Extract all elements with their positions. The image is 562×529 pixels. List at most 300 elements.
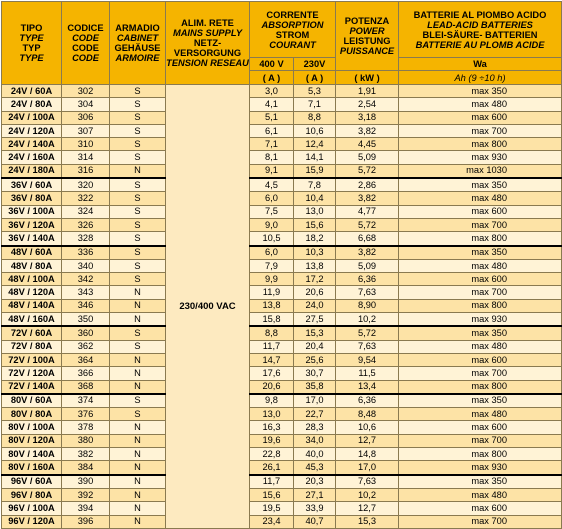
cell-current-400v: 19,6 [250,434,294,447]
cell-current-230v: 28,3 [294,421,336,434]
cell-code: 360 [62,326,110,340]
cell-current-230v: 40,7 [294,515,336,528]
header-corrente-it: CORRENTE [266,9,319,20]
cell-code: 392 [62,488,110,501]
cell-power: 12,7 [336,502,399,515]
cell-tipo: 24V / 180A [2,164,62,178]
cell-current-400v: 17,6 [250,367,294,380]
cell-current-230v: 15,9 [294,164,336,178]
cell-power: 15,3 [336,515,399,528]
cell-current-400v: 13,0 [250,408,294,421]
cell-current-230v: 20,3 [294,475,336,489]
cell-battery: max 800 [399,448,562,461]
header-alim-en: MAINS SUPPLY [172,28,243,38]
cell-battery: max 480 [399,98,562,111]
header-potenza [336,2,399,71]
cell-battery: max 700 [399,124,562,137]
cell-tipo: 96V / 120A [2,515,62,528]
cell-tipo: 96V / 60A [2,475,62,489]
cell-battery: max 350 [399,326,562,340]
cell-tipo: 72V / 140A [2,380,62,394]
cell-current-230v: 20,6 [294,286,336,299]
cell-power: 3,82 [336,246,399,260]
cell-tipo: 36V / 80A [2,192,62,205]
cell-current-400v: 7,1 [250,138,294,151]
cell-code: 390 [62,475,110,489]
table-row [2,246,562,260]
cell-power: 2,54 [336,98,399,111]
cell-cabinet: N [110,299,166,312]
header-armadio-fr: ARMOIRE [115,53,160,63]
cell-code: 342 [62,273,110,286]
cell-battery: max 600 [399,353,562,366]
table-row [2,461,562,475]
table-row [2,326,562,340]
header-corrente-en: ABSORPTION [261,19,324,30]
cell-tipo: 48V / 120A [2,286,62,299]
cell-current-230v: 15,3 [294,326,336,340]
cell-code: 362 [62,340,110,353]
cell-tipo: 80V / 160A [2,461,62,475]
cell-battery: max 480 [399,259,562,272]
cell-battery: max 600 [399,502,562,515]
cell-tipo: 96V / 80A [2,488,62,501]
cell-battery: max 700 [399,218,562,231]
cell-current-400v: 26,1 [250,461,294,475]
cell-current-400v: 8,8 [250,326,294,340]
header-codice [62,2,110,85]
cell-current-400v: 7,9 [250,259,294,272]
cell-cabinet: S [110,138,166,151]
cell-current-230v: 34,0 [294,434,336,447]
cell-current-230v: 10,3 [294,246,336,260]
cell-current-400v: 6,0 [250,192,294,205]
cell-current-230v: 8,8 [294,111,336,124]
cell-power: 5,09 [336,259,399,272]
cell-current-230v: 17,2 [294,273,336,286]
cell-power: 10,6 [336,421,399,434]
cell-cabinet: N [110,434,166,447]
header-alim-rete [166,2,250,85]
cell-current-400v: 6,1 [250,124,294,137]
table-row [2,124,562,137]
table-row [2,232,562,246]
table-row [2,286,562,299]
header-tipo [2,2,62,85]
cell-cabinet: S [110,246,166,260]
cell-cabinet: S [110,326,166,340]
header-codice-it: CODICE [67,23,104,33]
cell-battery: max 480 [399,408,562,421]
cell-current-400v: 6,0 [250,246,294,260]
cell-battery: max 930 [399,461,562,475]
cell-battery: max 930 [399,313,562,327]
cell-code: 304 [62,98,110,111]
cell-tipo: 80V / 100A [2,421,62,434]
cell-code: 396 [62,515,110,528]
cell-current-230v: 14,1 [294,151,336,164]
cell-power: 10,2 [336,488,399,501]
cell-current-400v: 22,8 [250,448,294,461]
cell-battery: max 800 [399,232,562,246]
table-row [2,367,562,380]
header-codice-de: CODE [72,43,99,53]
cell-current-230v: 17,0 [294,394,336,408]
cell-tipo: 80V / 80A [2,408,62,421]
table-row [2,515,562,528]
cell-code: 336 [62,246,110,260]
cell-battery: max 700 [399,434,562,447]
cell-current-230v: 27,5 [294,313,336,327]
cell-current-230v: 30,7 [294,367,336,380]
cell-current-400v: 11,7 [250,340,294,353]
cell-code: 364 [62,353,110,366]
cell-power: 5,09 [336,151,399,164]
cell-tipo: 24V / 160A [2,151,62,164]
cell-code: 340 [62,259,110,272]
cell-code: 382 [62,448,110,461]
unit-a-400: ( A ) [250,71,294,85]
header-armadio-de: GEHÄUSE [114,43,161,53]
cell-code: 322 [62,192,110,205]
header-batterie-de: BLEI-SÄURE- BATTERIEN [422,29,538,40]
header-wa: Wa [399,58,562,71]
cell-power: 5,72 [336,326,399,340]
cell-tipo: 36V / 120A [2,218,62,231]
header-potenza-en: POWER [349,26,385,36]
table-row [2,178,562,192]
cell-cabinet: N [110,353,166,366]
table-row [2,340,562,353]
table-row [2,85,562,98]
cell-battery: max 1030 [399,164,562,178]
table-body [2,85,562,529]
cell-current-400v: 10,5 [250,232,294,246]
cell-battery: max 600 [399,111,562,124]
cell-battery: max 350 [399,394,562,408]
cell-cabinet: N [110,313,166,327]
cell-cabinet: N [110,380,166,394]
cell-mains-supply: 230/400 VAC [166,85,250,529]
table-row [2,408,562,421]
cell-tipo: 24V / 140A [2,138,62,151]
table-row [2,448,562,461]
cell-current-230v: 18,2 [294,232,336,246]
cell-power: 13,4 [336,380,399,394]
cell-code: 346 [62,299,110,312]
header-batterie-en: LEAD-ACID BATTERIES [427,19,533,30]
cell-power: 6,68 [336,232,399,246]
cell-tipo: 80V / 140A [2,448,62,461]
header-corrente [250,2,336,58]
table-row [2,259,562,272]
table-row [2,138,562,151]
cell-power: 8,48 [336,408,399,421]
header-tipo-de: TYP [22,43,41,53]
header-400v: 400 V [250,58,294,71]
cell-current-400v: 15,8 [250,313,294,327]
cell-cabinet: S [110,178,166,192]
cell-power: 14,8 [336,448,399,461]
cell-power: 3,18 [336,111,399,124]
cell-battery: max 350 [399,178,562,192]
cell-battery: max 480 [399,488,562,501]
table-row [2,98,562,111]
cell-current-230v: 5,3 [294,85,336,98]
header-codice-fr: CODE [72,53,99,63]
cell-power: 10,2 [336,313,399,327]
cell-power: 3,82 [336,192,399,205]
cell-battery: max 800 [399,138,562,151]
cell-cabinet: N [110,286,166,299]
cell-tipo: 72V / 80A [2,340,62,353]
table-row [2,205,562,218]
unit-kw: ( kW ) [336,71,399,85]
cell-current-400v: 9,0 [250,218,294,231]
cell-code: 380 [62,434,110,447]
cell-power: 4,77 [336,205,399,218]
cell-current-400v: 16,3 [250,421,294,434]
cell-tipo: 36V / 100A [2,205,62,218]
table-row [2,299,562,312]
cell-power: 7,63 [336,286,399,299]
cell-cabinet: S [110,98,166,111]
cell-current-230v: 20,4 [294,340,336,353]
header-corrente-de: STROM [275,29,310,40]
cell-current-400v: 4,5 [250,178,294,192]
cell-current-230v: 22,7 [294,408,336,421]
header-codice-en: CODE [72,33,99,43]
cell-code: 366 [62,367,110,380]
cell-cabinet: S [110,273,166,286]
cell-power: 2,86 [336,178,399,192]
header-corrente-fr: COURANT [269,39,316,50]
cell-code: 350 [62,313,110,327]
cell-current-400v: 5,1 [250,111,294,124]
header-batterie-it: BATTERIE AL PIOMBO ACIDO [413,9,547,20]
header-tipo-it: TIPO [20,23,43,33]
cell-tipo: 72V / 120A [2,367,62,380]
cell-tipo: 96V / 100A [2,502,62,515]
header-alim-it: ALIM. RETE [181,18,234,28]
header-alim-fr: TENSION RESEAU [166,58,249,68]
table-row [2,218,562,231]
cell-code: 302 [62,85,110,98]
table-row [2,434,562,447]
cell-tipo: 24V / 120A [2,124,62,137]
cell-tipo: 48V / 160A [2,313,62,327]
cell-battery: max 700 [399,367,562,380]
cell-battery: max 350 [399,246,562,260]
cell-code: 368 [62,380,110,394]
cell-cabinet: S [110,340,166,353]
cell-cabinet: N [110,502,166,515]
cell-power: 7,63 [336,475,399,489]
cell-current-400v: 23,4 [250,515,294,528]
cell-power: 5,72 [336,164,399,178]
cell-tipo: 36V / 60A [2,178,62,192]
cell-battery: max 600 [399,205,562,218]
cell-tipo: 48V / 140A [2,299,62,312]
cell-current-230v: 10,4 [294,192,336,205]
header-armadio [110,2,166,85]
cell-power: 1,91 [336,85,399,98]
cell-cabinet: S [110,394,166,408]
cell-tipo: 72V / 100A [2,353,62,366]
header-tipo-fr: TYPE [19,53,44,63]
cell-battery: max 600 [399,421,562,434]
cell-current-400v: 9,1 [250,164,294,178]
cell-code: 328 [62,232,110,246]
cell-cabinet: N [110,461,166,475]
cell-battery: max 480 [399,340,562,353]
cell-tipo: 72V / 60A [2,326,62,340]
cell-current-230v: 7,8 [294,178,336,192]
cell-code: 376 [62,408,110,421]
table-row [2,151,562,164]
cell-cabinet: S [110,111,166,124]
cell-current-230v: 40,0 [294,448,336,461]
cell-current-400v: 14,7 [250,353,294,366]
cell-current-400v: 11,7 [250,475,294,489]
cell-tipo: 24V / 60A [2,85,62,98]
cell-battery: max 350 [399,475,562,489]
cell-current-230v: 7,1 [294,98,336,111]
cell-tipo: 36V / 140A [2,232,62,246]
cell-current-230v: 15,6 [294,218,336,231]
cell-cabinet: N [110,515,166,528]
cell-battery: max 700 [399,515,562,528]
cell-code: 374 [62,394,110,408]
table-row [2,111,562,124]
cell-current-400v: 20,6 [250,380,294,394]
cell-power: 6,36 [336,273,399,286]
cell-battery: max 350 [399,85,562,98]
cell-current-400v: 9,8 [250,394,294,408]
cell-cabinet: N [110,164,166,178]
cell-code: 307 [62,124,110,137]
cell-power: 4,45 [336,138,399,151]
header-potenza-fr: PUISSANCE [339,46,395,56]
cell-battery: max 930 [399,151,562,164]
cell-code: 394 [62,502,110,515]
cell-current-400v: 19,5 [250,502,294,515]
cell-current-230v: 13,8 [294,259,336,272]
cell-battery: max 800 [399,380,562,394]
table-row [2,164,562,178]
cell-tipo: 24V / 100A [2,111,62,124]
cell-cabinet: S [110,259,166,272]
table-row [2,313,562,327]
cell-power: 12,7 [336,434,399,447]
header-batterie-fr: BATTERIE AU PLOMB ACIDE [415,39,545,50]
cell-cabinet: S [110,205,166,218]
cell-current-400v: 15,6 [250,488,294,501]
cell-code: 320 [62,178,110,192]
cell-current-400v: 4,1 [250,98,294,111]
cell-code: 310 [62,138,110,151]
cell-power: 3,82 [336,124,399,137]
header-alim-de-1: NETZ- [193,38,222,48]
table-row [2,421,562,434]
cell-code: 314 [62,151,110,164]
table-row [2,192,562,205]
cell-cabinet: N [110,367,166,380]
cell-power: 17,0 [336,461,399,475]
cell-cabinet: N [110,421,166,434]
cell-cabinet: S [110,218,166,231]
cell-current-400v: 11,9 [250,286,294,299]
cell-current-230v: 35,8 [294,380,336,394]
cell-code: 326 [62,218,110,231]
header-tipo-en: TYPE [19,33,44,43]
table-row [2,475,562,489]
cell-battery: max 700 [399,286,562,299]
cell-cabinet: N [110,475,166,489]
table-row [2,273,562,286]
cell-current-230v: 12,4 [294,138,336,151]
cell-power: 6,36 [336,394,399,408]
header-potenza-de: LEISTUNG [343,36,391,46]
cell-cabinet: S [110,408,166,421]
cell-cabinet: N [110,448,166,461]
header-armadio-en: CABINET [116,33,159,43]
unit-ah: Ah (9 ÷10 h) [399,71,562,85]
header-batterie [399,2,562,58]
cell-cabinet: S [110,85,166,98]
cell-current-400v: 13,8 [250,299,294,312]
table-row [2,488,562,501]
header-alim-de-2: VERSORGUNG [173,48,242,58]
cell-current-230v: 10,6 [294,124,336,137]
header-230v: 230V [294,58,336,71]
cell-cabinet: N [110,488,166,501]
cell-code: 324 [62,205,110,218]
cell-current-400v: 3,0 [250,85,294,98]
cell-battery: max 800 [399,299,562,312]
cell-power: 8,90 [336,299,399,312]
cell-cabinet: S [110,192,166,205]
cell-current-400v: 8,1 [250,151,294,164]
cell-code: 384 [62,461,110,475]
cell-cabinet: S [110,124,166,137]
cell-power: 11,5 [336,367,399,380]
cell-code: 378 [62,421,110,434]
cell-tipo: 80V / 60A [2,394,62,408]
cell-battery: max 480 [399,192,562,205]
spec-table-container [1,1,561,527]
cell-tipo: 48V / 60A [2,246,62,260]
table-row [2,394,562,408]
cell-power: 9,54 [336,353,399,366]
cell-power: 5,72 [336,218,399,231]
unit-a-230: ( A ) [294,71,336,85]
cell-battery: max 600 [399,273,562,286]
table-row [2,502,562,515]
cell-current-400v: 7,5 [250,205,294,218]
cell-current-230v: 24,0 [294,299,336,312]
table-row [2,353,562,366]
cell-cabinet: S [110,232,166,246]
table-row [2,380,562,394]
cell-tipo: 24V / 80A [2,98,62,111]
cell-power: 7,63 [336,340,399,353]
cell-cabinet: S [110,151,166,164]
cell-tipo: 48V / 80A [2,259,62,272]
header-potenza-it: POTENZA [344,16,390,26]
cell-tipo: 80V / 120A [2,434,62,447]
cell-current-400v: 9,9 [250,273,294,286]
